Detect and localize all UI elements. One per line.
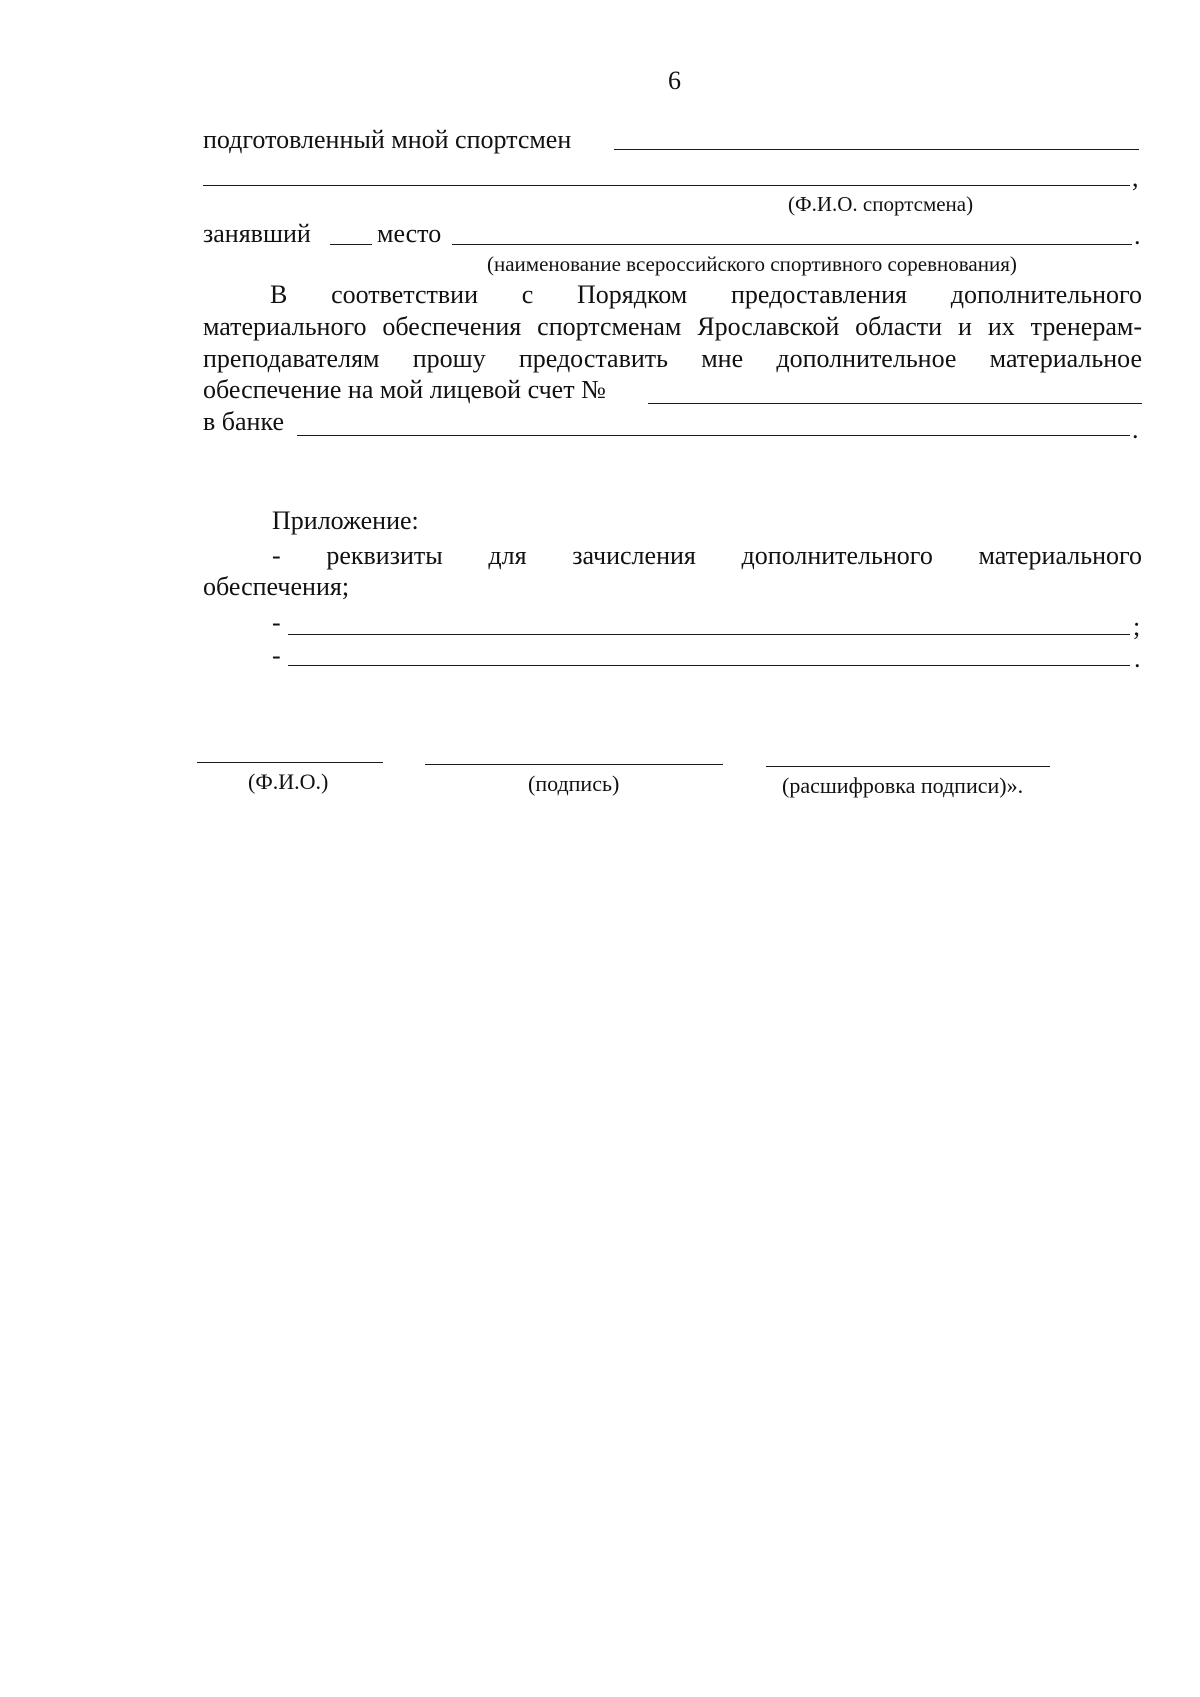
appendix-item-2-semicolon: ; [1133, 612, 1141, 641]
appendix-item-1-wrap [272, 540, 1142, 571]
bank-label: в банке [203, 407, 284, 436]
paragraph-line-3: преподавателям прошу предоставить мне дополнительное материальное [203, 344, 1142, 373]
signature-field[interactable] [425, 764, 723, 765]
appendix-item-3-period: . [1134, 644, 1141, 673]
appendix-item-2-field[interactable] [288, 634, 1130, 635]
comma: , [1132, 163, 1139, 192]
competition-name-field[interactable] [452, 244, 1132, 245]
sign-caption: (подпись) [528, 771, 620, 796]
bank-name-field[interactable] [297, 435, 1130, 436]
account-label: обеспечение на мой лицевой счет № [203, 375, 606, 404]
period: . [1134, 221, 1141, 250]
bank-period: . [1132, 415, 1139, 444]
page-number: 6 [668, 66, 681, 95]
signature-decode-field[interactable] [766, 766, 1050, 767]
paragraph-line-1: В соответствии с Порядком предоставления дополнительного [270, 280, 1142, 309]
athlete-name-field-continued[interactable] [203, 185, 1130, 186]
athlete-name-field[interactable] [614, 149, 1139, 150]
place-number-field[interactable] [330, 244, 372, 245]
account-number-field[interactable] [648, 403, 1142, 404]
decode-caption: (расшифровка подписи)». [782, 773, 1024, 798]
appendix-item-3-field[interactable] [288, 665, 1130, 666]
place-word: место [377, 219, 442, 248]
athlete-caption: (Ф.И.О. спортсмена) [788, 192, 974, 216]
fio-caption: (Ф.И.О.) [248, 769, 329, 794]
fio-signature-field[interactable] [197, 762, 383, 763]
appendix-item-1: - реквизиты для зачисления дополнительного материального [272, 541, 1142, 570]
paragraph-line-2: материального обеспечения спортсменам Ярославской области и их тренерам- [203, 312, 1142, 341]
appendix-item-3-dash: - [272, 641, 281, 670]
paragraph-line-3-wrap [203, 343, 1142, 374]
appendix-title: Приложение: [272, 506, 419, 535]
appendix-item-1-cont: обеспечения; [203, 572, 350, 601]
place-label: занявший [203, 219, 311, 248]
paragraph [270, 279, 1142, 310]
appendix-item-2-dash: - [272, 608, 281, 637]
athlete-label: подготовленный мной спортсмен [203, 125, 572, 154]
paragraph-line-2-wrap [203, 311, 1142, 342]
competition-caption: (наименование всероссийского спортивного соревнования) [487, 252, 1017, 276]
